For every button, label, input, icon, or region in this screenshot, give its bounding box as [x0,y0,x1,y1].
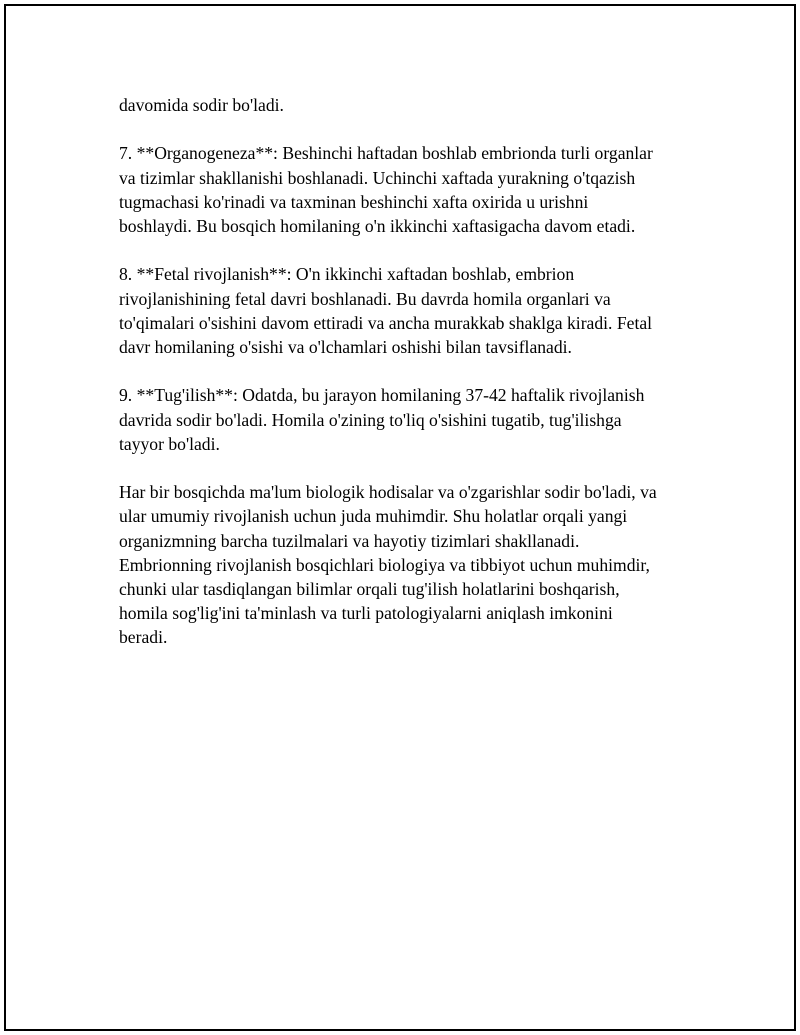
document-page [4,4,796,1031]
text-line: rivojlanishining fetal davri boshlanadi. Bu davrda homila organlari va [119,288,611,309]
text-line: ular umumiy rivojlanish uchun juda muhimdir. Shu holatlar orqali yangi [119,506,628,527]
text-line: homila sog'lig'ini ta'minlash va turli patologiyalarni aniqlash imkonini [119,603,613,624]
text-line: organizmning barcha tuzilmalari va hayotiy tizimlari shakllanadi. [119,530,580,551]
text-line: 7. **Organogeneza**: Beshinchi haftadan boshlab embrionda turli organlar [119,143,653,164]
text-line: Embrionning rivojlanish bosqichlari biologiya va tibbiyot uchun muhimdir, [119,554,650,575]
text-line: davomida sodir bo'ladi. [119,95,284,115]
paragraph-conclusion [119,480,699,649]
paragraph-fetal-development [119,262,699,359]
text-line: to'qimalari o'sishini davom ettiradi va ancha murakkab shaklga kiradi. Fetal [119,312,653,333]
text-line: 9. **Tug'ilish**: Odatda, bu jarayon homilaning 37-42 haftalik rivojlanish [119,385,645,406]
text-line: va tizimlar shakllanishi boshlanadi. Uchinchi xaftada yurakning o'tqazish [119,167,636,188]
text-line: tugmachasi ko'rinadi va taxminan beshinchi xafta oxirida u urishni [119,191,589,212]
document-body [119,93,699,674]
text-line: 8. **Fetal rivojlanish**: O'n ikkinchi xaftadan boshlab, embrion [119,264,575,285]
text-line: tayyor bo'ladi. [119,433,220,454]
text-line: chunki ular tasdiqlangan bilimlar orqali tug'ilish holatlarini boshqarish, [119,579,620,599]
text-line: Har bir bosqichda ma'lum biologik hodisalar va o'zgarishlar sodir bo'ladi, va [119,482,657,503]
paragraph-birth [119,383,699,456]
text-line: boshlaydi. Bu bosqich homilaning o'n ikkinchi xaftasigacha davom etadi. [119,216,636,236]
paragraph-organogenesis [119,141,699,238]
paragraph-continuation [119,93,699,117]
text-line: beradi. [119,627,168,648]
text-line: davrida sodir bo'ladi. Homila o'zining to'liq o'sishini tugatib, tug'ilishga [119,409,622,430]
text-line: davr homilaning o'sishi va o'lchamlari oshishi bilan tavsiflanadi. [119,337,572,357]
